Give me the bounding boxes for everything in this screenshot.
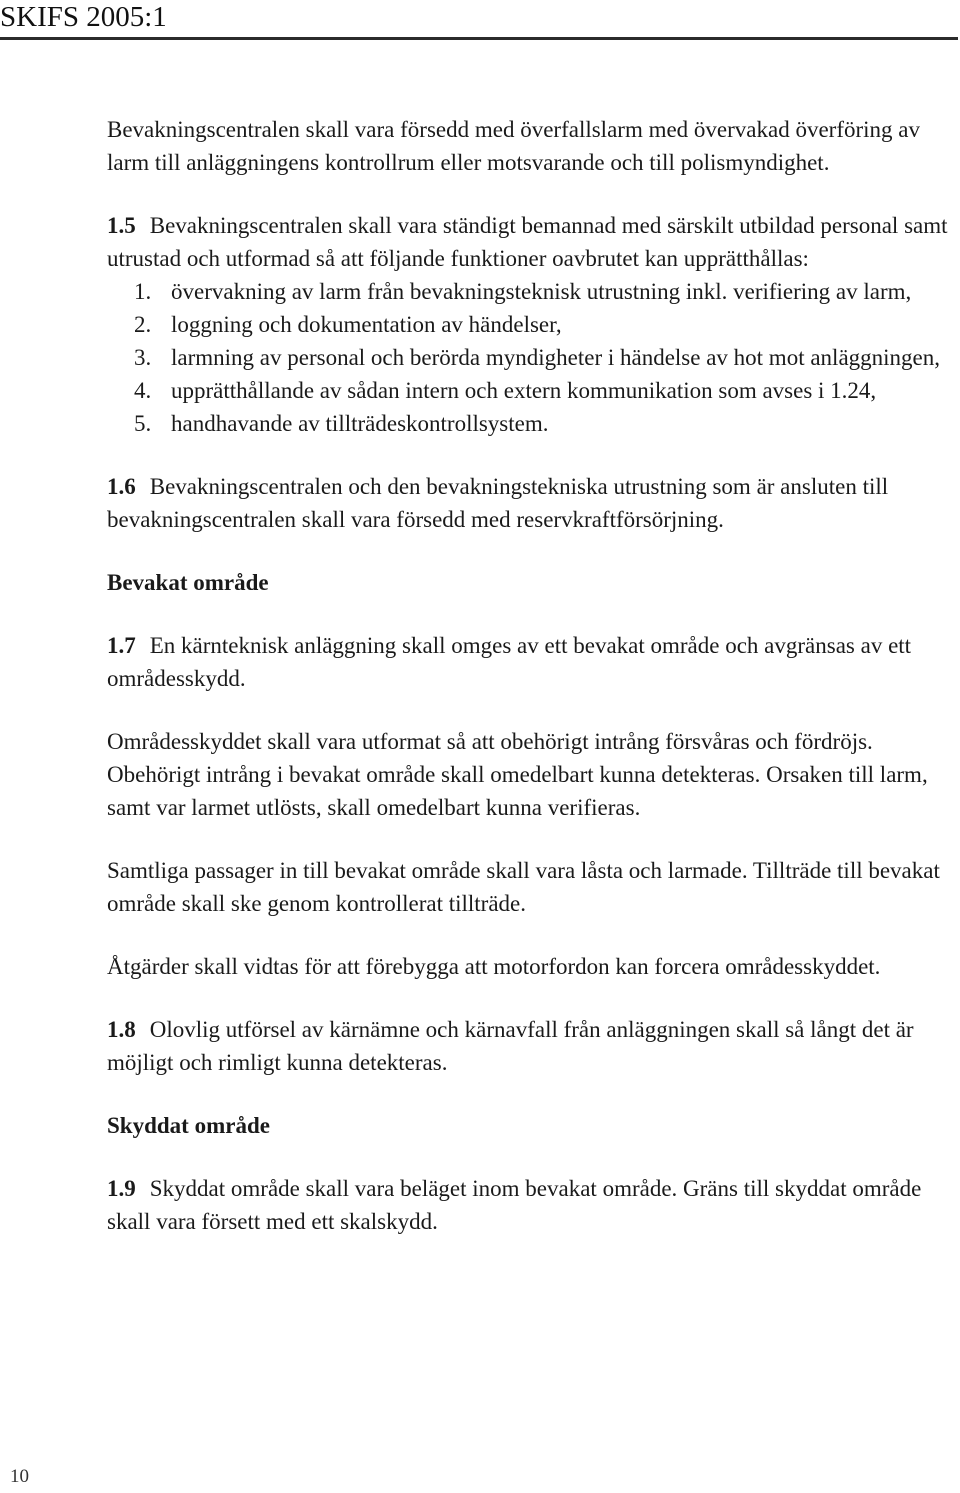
list-item-text: larmning av personal och berörda myndigheter i händelse av hot mot anläggningen, — [171, 345, 940, 370]
section-number — [107, 1017, 136, 1042]
section-number-minor: 6 — [124, 474, 136, 499]
section-number-minor: 5 — [124, 213, 136, 238]
section-number-major: 1. — [107, 633, 125, 658]
list-item-text: upprätthållande av sådan intern och extern kommunikation som avses i 1.24, — [171, 378, 877, 403]
list-item-text: övervakning av larm från bevakningsteknisk utrustning inkl. verifiering av larm, — [171, 279, 912, 304]
section-number-minor: 7 — [124, 633, 136, 658]
section-number-major: 1. — [107, 1176, 125, 1201]
function-list — [107, 275, 957, 440]
section-number — [107, 1176, 136, 1201]
paragraph-passager: Samtliga passager in till bevakat område skall vara låsta och larmade. Tillträde till bevakat område skall ske genom kontrollerat tillträde. — [107, 858, 940, 916]
section-number-major: 1. — [107, 213, 125, 238]
section-number-major: 1. — [107, 1017, 125, 1042]
list-item-number: 1. — [134, 279, 152, 304]
page-number: 10 — [10, 1466, 29, 1487]
paragraph-atgarder: Åtgärder skall vidtas för att förebygga att motorfordon kan forcera områdesskyddet. — [107, 954, 881, 979]
section-number — [107, 633, 136, 658]
heading-bevakat-omrade: Bevakat område — [107, 570, 269, 595]
section-number-minor: 9 — [124, 1176, 136, 1201]
list-item-number: 4. — [134, 378, 152, 403]
list-item-number: 2. — [134, 312, 152, 337]
list-item — [107, 341, 957, 374]
section-1-9 — [107, 1172, 957, 1238]
heading-skyddat-omrade: Skyddat område — [107, 1113, 270, 1138]
document-body — [107, 113, 957, 1268]
list-item — [107, 308, 957, 341]
section-text: Bevakningscentralen och den bevakningstekniska utrustning som är ansluten till bevakningscentralen skall vara försedd med reservkraftförsörjning. — [107, 474, 889, 532]
section-text: Olovlig utförsel av kärnämne och kärnavfall från anläggningen skall så långt det är möjligt och rimligt kunna detekteras. — [107, 1017, 914, 1075]
list-item-text: loggning och dokumentation av händelser, — [171, 312, 562, 337]
paragraph-intro: Bevakningscentralen skall vara försedd med överfallslarm med övervakad överföring av larm till anläggningens kontrollrum eller motsvarande och till polismyndighet. — [107, 117, 920, 175]
list-item — [107, 407, 957, 440]
section-number-minor: 8 — [124, 1017, 136, 1042]
list-item — [107, 275, 957, 308]
section-1-5 — [107, 209, 957, 275]
section-number — [107, 213, 136, 238]
section-text: Bevakningscentralen skall vara ständigt bemannad med särskilt utbildad personal samt utrustad och utformad så att följande funktioner oavbrutet kan upprätthållas: — [107, 213, 948, 271]
section-1-7 — [107, 629, 957, 695]
list-item-number: 5. — [134, 411, 152, 436]
paragraph-omradesskydd: Områdesskyddet skall vara utformat så att obehörigt intrång försvåras och fördröjs. Obehörigt intrång i bevakat område skall omedelbart kunna detekteras. Orsaken till larm, samt var larmet utlösts, skall omedelbart kunna verifieras. — [107, 729, 928, 820]
list-item-number: 3. — [134, 345, 152, 370]
section-text: Skyddat område skall vara beläget inom bevakat område. Gräns till skyddat område skall vara försett med ett skalskydd. — [107, 1176, 922, 1234]
header-divider — [0, 37, 958, 40]
section-number — [107, 474, 136, 499]
section-1-6 — [107, 470, 957, 536]
section-text: En kärnteknisk anläggning skall omges av ett bevakat område och avgränsas av ett områdesskydd. — [107, 633, 912, 691]
list-item-text: handhavande av tillträdeskontrollsystem. — [171, 411, 549, 436]
section-1-8 — [107, 1013, 957, 1079]
document-code: SKIFS 2005:1 — [0, 1, 167, 33]
section-number-major: 1. — [107, 474, 125, 499]
list-item — [107, 374, 957, 407]
